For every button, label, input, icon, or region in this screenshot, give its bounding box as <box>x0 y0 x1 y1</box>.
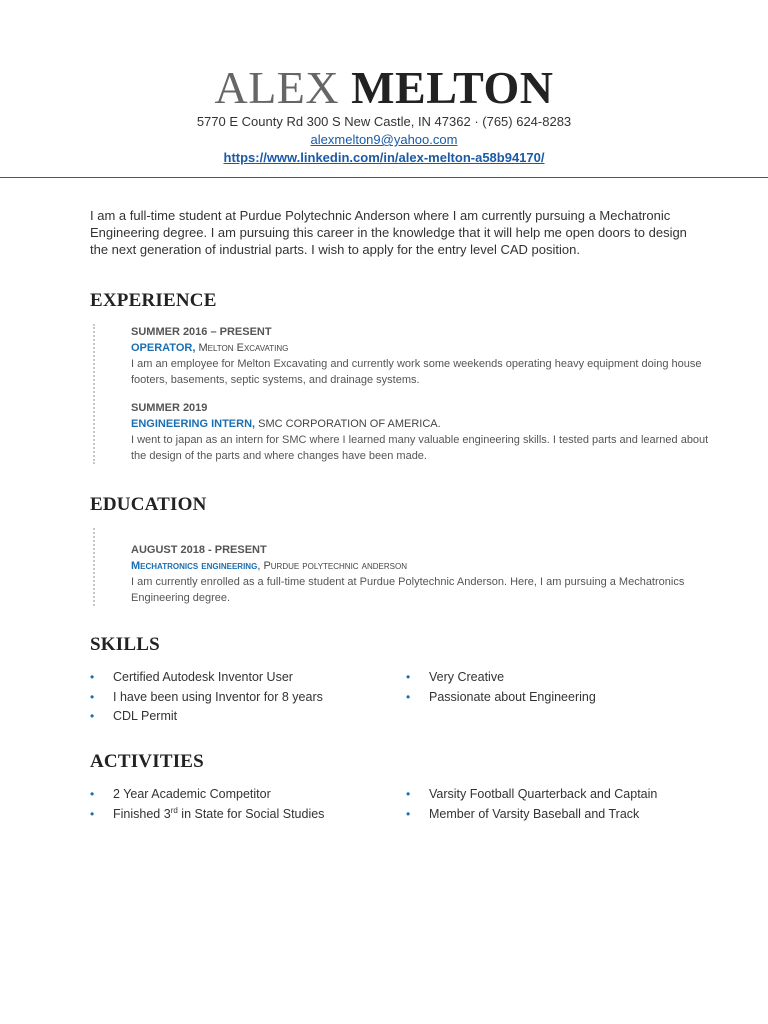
entry-role <box>131 340 721 356</box>
entry-org: Purdue polytechnic anderson <box>263 560 407 572</box>
entry-org: SMC CORPORATION OF AMERICA. <box>258 418 441 430</box>
activities-list-left <box>90 785 390 824</box>
list-item: • Finished 3rd in State for Social Studies <box>90 805 390 825</box>
entry-date: AUGUST 2018 - PRESENT <box>131 544 267 556</box>
bullet-icon: • <box>406 787 411 801</box>
skills-list-right <box>406 668 706 707</box>
bullet-icon: • <box>406 806 411 821</box>
list-item: • Very Creative <box>406 668 706 688</box>
experience-entries <box>93 324 721 464</box>
list-item: • Varsity Football Quarterback and Captain <box>406 785 726 805</box>
bullet-icon: • <box>406 670 411 684</box>
skills-heading: SKILLS <box>90 634 160 655</box>
education-entry <box>131 542 721 606</box>
bullet-icon: • <box>90 806 95 821</box>
entry-org: Melton Excavating <box>198 342 289 354</box>
entry-description: I went to japan as an intern for SMC where I learned many valuable engineering skills. I tested parts and learned about the design of the parts and where changes have been made. <box>131 434 709 462</box>
entry-description: I am currently enrolled as a full-time student at Purdue Polytechnic Anderson. Here, I am pursuing a Mechatronics Engineering degree. <box>131 576 685 604</box>
experience-heading: EXPERIENCE <box>90 290 217 311</box>
email-link[interactable]: alexmelton9@yahoo.com <box>310 132 458 147</box>
resume-name <box>0 62 768 114</box>
education-heading: EDUCATION <box>90 494 207 515</box>
header-divider <box>0 177 768 178</box>
list-item: • Passionate about Engineering <box>406 688 706 708</box>
activities-list-right <box>406 785 726 824</box>
bullet-icon: • <box>90 787 95 801</box>
entry-title: OPERATOR, <box>131 342 196 354</box>
list-item: • 2 Year Academic Competitor <box>90 785 390 805</box>
bullet-icon: • <box>90 709 95 723</box>
experience-entry <box>131 324 721 388</box>
entry-description: I am an employee for Melton Excavating and currently work some weekends operating heavy equipment doing house footers, basements, septic systems, and drainage systems. <box>131 358 702 386</box>
bullet-icon: • <box>90 670 95 684</box>
activities-heading: ACTIVITIES <box>90 751 204 772</box>
list-item: • Certified Autodesk Inventor User <box>90 668 390 688</box>
list-item: • I have been using Inventor for 8 years <box>90 688 390 708</box>
entry-role <box>131 416 721 432</box>
last-name: MELTON <box>351 62 554 113</box>
first-name: ALEX <box>214 62 340 113</box>
education-entries <box>93 528 721 606</box>
contact-email <box>0 132 768 147</box>
bullet-icon: • <box>90 689 95 704</box>
entry-title: ENGINEERING INTERN, <box>131 418 256 430</box>
list-item: • CDL Permit <box>90 707 390 727</box>
contact-linkedin <box>0 150 768 165</box>
linkedin-link[interactable]: https://www.linkedin.com/in/alex-melton-a58b94170/ <box>223 150 545 165</box>
skills-list-left <box>90 668 390 727</box>
entry-date: SUMMER 2016 – PRESENT <box>131 326 272 338</box>
bullet-icon: • <box>406 689 411 704</box>
summary-paragraph: I am a full-time student at Purdue Polytechnic Anderson where I am currently pursuing a Mechatronic Engineering degree. I am pursuing this career in the knowledge that it will help me open doors to design the next generation of industrial parts. I wish to apply for the entry level CAD position. <box>90 208 687 257</box>
entry-role: Mechatronics engineering, Purdue polytechnic anderson <box>131 560 407 572</box>
entry-title: Mechatronics engineering <box>131 560 258 572</box>
entry-date: SUMMER 2019 <box>131 402 208 414</box>
contact-address: 5770 E County Rd 300 S New Castle, IN 47362 · (765) 624-8283 <box>196 114 572 129</box>
experience-entry <box>131 400 721 464</box>
list-item: • Member of Varsity Baseball and Track <box>406 805 726 825</box>
